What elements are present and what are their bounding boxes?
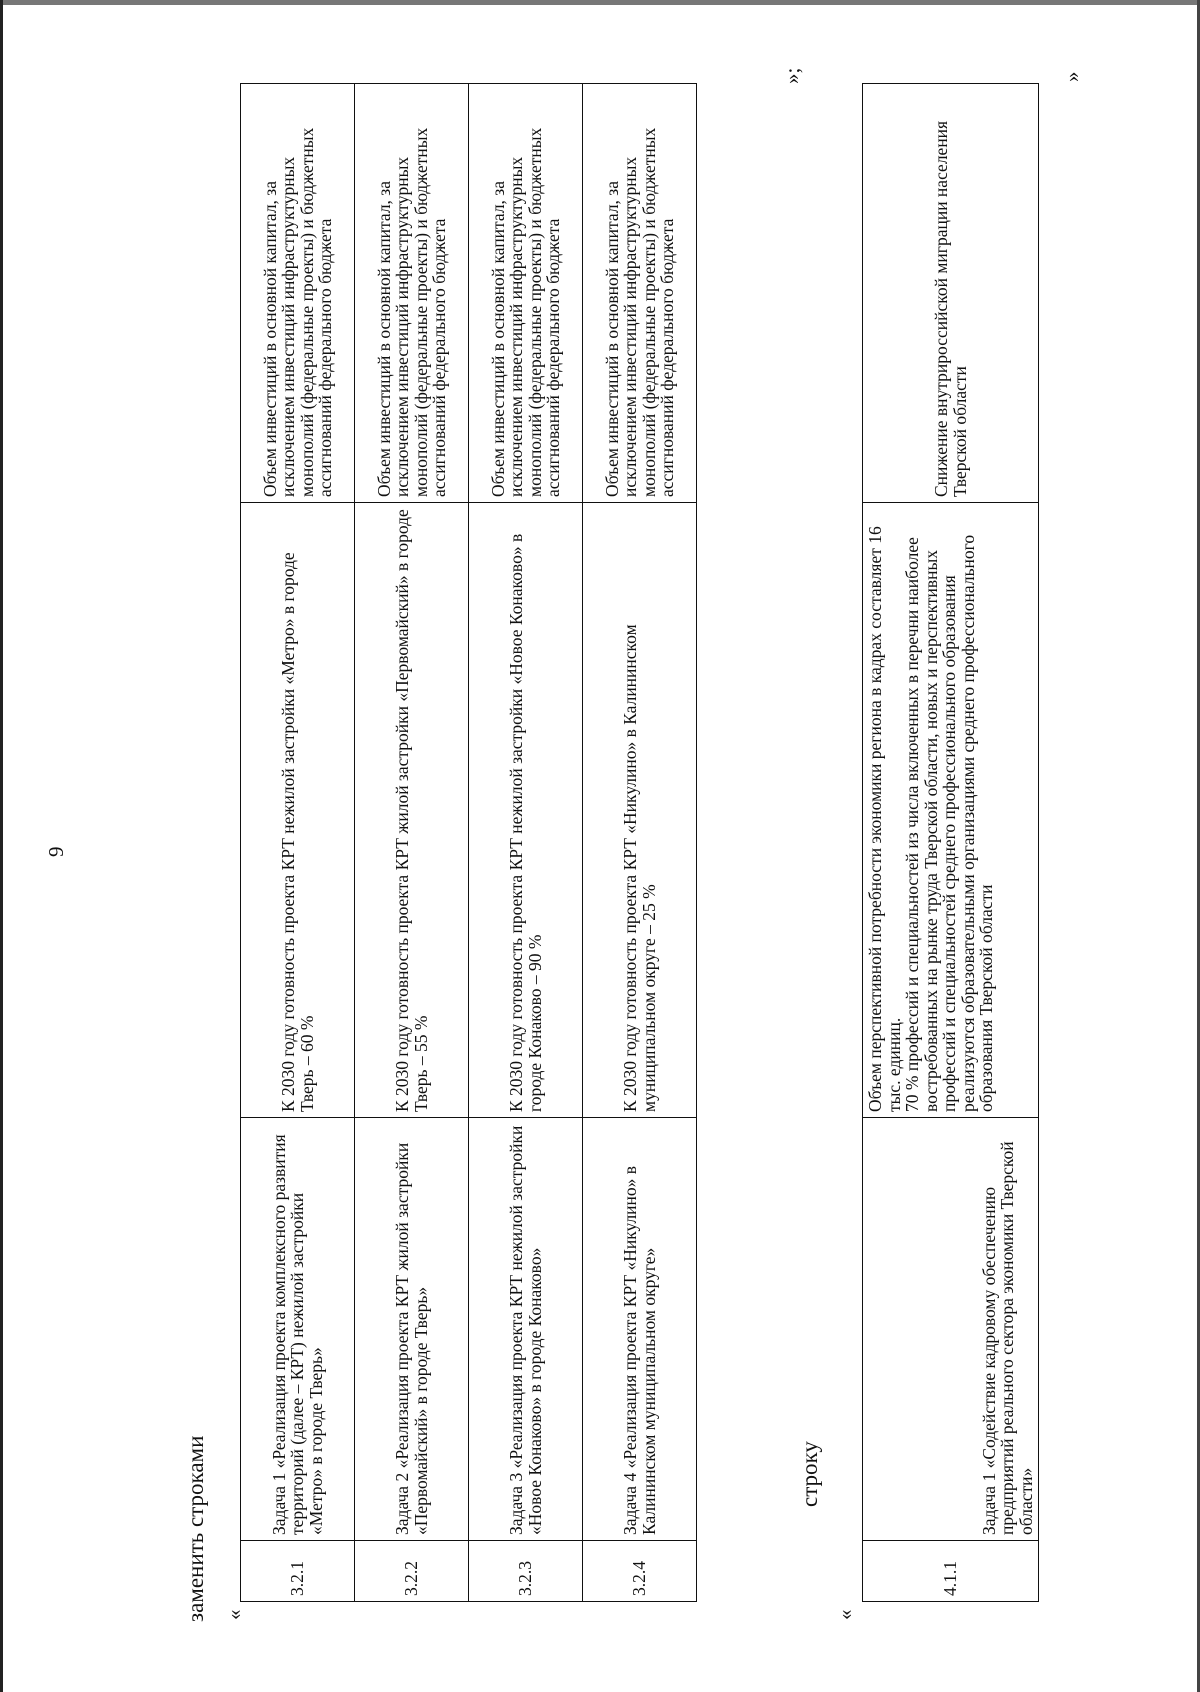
indicator-cell: Объем инвестиций в основной капитал, за исключением инвестиций инфраструктурных монополий (федеральные проекты) и бюджетных ассигнований федерального бюджета bbox=[583, 84, 697, 503]
task-cell: Задача 2 «Реализация проекта КРТ жилой застройки «Первомайский» в городе Тверь» bbox=[355, 1118, 469, 1541]
intro-single-text: строку bbox=[797, 1441, 822, 1507]
indicator-cell: Снижение внутрироссийской миграции населения Тверской области bbox=[863, 84, 1039, 503]
page-number: 9 bbox=[44, 846, 68, 857]
row-number: 4.1.1 bbox=[863, 1541, 1039, 1602]
row-number: 3.2.4 bbox=[583, 1541, 697, 1602]
indicator-cell: Объем инвестиций в основной капитал, за исключением инвестиций инфраструктурных монополий (федеральные проекты) и бюджетных ассигнований федерального бюджета bbox=[469, 84, 583, 503]
row-number: 3.2.1 bbox=[241, 1541, 355, 1602]
indicator-cell: Объем инвестиций в основной капитал, за исключением инвестиций инфраструктурных монополий (федеральные проекты) и бюджетных ассигнований федерального бюджета bbox=[241, 84, 355, 503]
task-cell: Задача 3 «Реализация проекта КРТ нежилой застройки «Новое Конаково» в городе Конаково» bbox=[469, 1118, 583, 1541]
result-cell: К 2030 году готовность проекта КРТ жилой застройки «Первомайский» в городе Тверь – 55 % bbox=[355, 503, 469, 1118]
closing-quote: » bbox=[1060, 71, 1084, 82]
row-number: 3.2.3 bbox=[469, 1541, 583, 1602]
task-cell: Задача 4 «Реализация проекта КРТ «Никулино» в Калининском муниципальном округе» bbox=[583, 1118, 697, 1541]
result-cell: К 2030 году готовность проекта КРТ нежилой застройки «Новое Конаково» в городе Конаково – 90 % bbox=[469, 503, 583, 1118]
indicator-cell: Объем инвестиций в основной капитал, за исключением инвестиций инфраструктурных монополий (федеральные проекты) и бюджетных ассигнований федерального бюджета bbox=[355, 84, 469, 503]
result-cell: К 2030 году готовность проекта КРТ «Никулино» в Калининском муниципальном округе – 25 % bbox=[583, 503, 697, 1118]
replacement-table bbox=[240, 83, 697, 1602]
table-row bbox=[241, 84, 355, 1602]
result-paragraph: Объем перспективной потребности экономики региона в кадрах составляет 16 тыс. единиц. bbox=[865, 526, 904, 1112]
intro-replace-text: заменить строками bbox=[183, 1435, 208, 1622]
result-paragraph: 70 % профессий и специальностей из числа включенных в перечни наиболее востребованных на рынке труда Тверской области, новых и перспективных профессий и специальностей среднего профессионального образования реализуются образовательными организациями среднего профессионального образования Тверской области bbox=[902, 534, 996, 1112]
table-row bbox=[583, 84, 697, 1602]
closing-quote-semicolon: »; bbox=[780, 67, 804, 84]
task-cell: Задача 1 «Содействие кадровому обеспечению предприятий реального сектора экономики Тверской области» bbox=[863, 1118, 1039, 1541]
opening-quote: « bbox=[222, 1609, 246, 1620]
result-cell bbox=[863, 503, 1039, 1118]
opening-quote: « bbox=[833, 1609, 857, 1620]
row-number: 3.2.2 bbox=[355, 1541, 469, 1602]
table-row bbox=[863, 84, 1039, 1602]
table-row bbox=[469, 84, 583, 1602]
result-cell: К 2030 году готовность проекта КРТ нежилой застройки «Метро» в городе Тверь – 60 % bbox=[241, 503, 355, 1118]
task-cell: Задача 1 «Реализация проекта комплексного развития территорий (далее – КРТ) нежилой застройки «Метро» в городе Тверь» bbox=[241, 1118, 355, 1541]
table-row bbox=[355, 84, 469, 1602]
single-row-table bbox=[862, 83, 1039, 1602]
